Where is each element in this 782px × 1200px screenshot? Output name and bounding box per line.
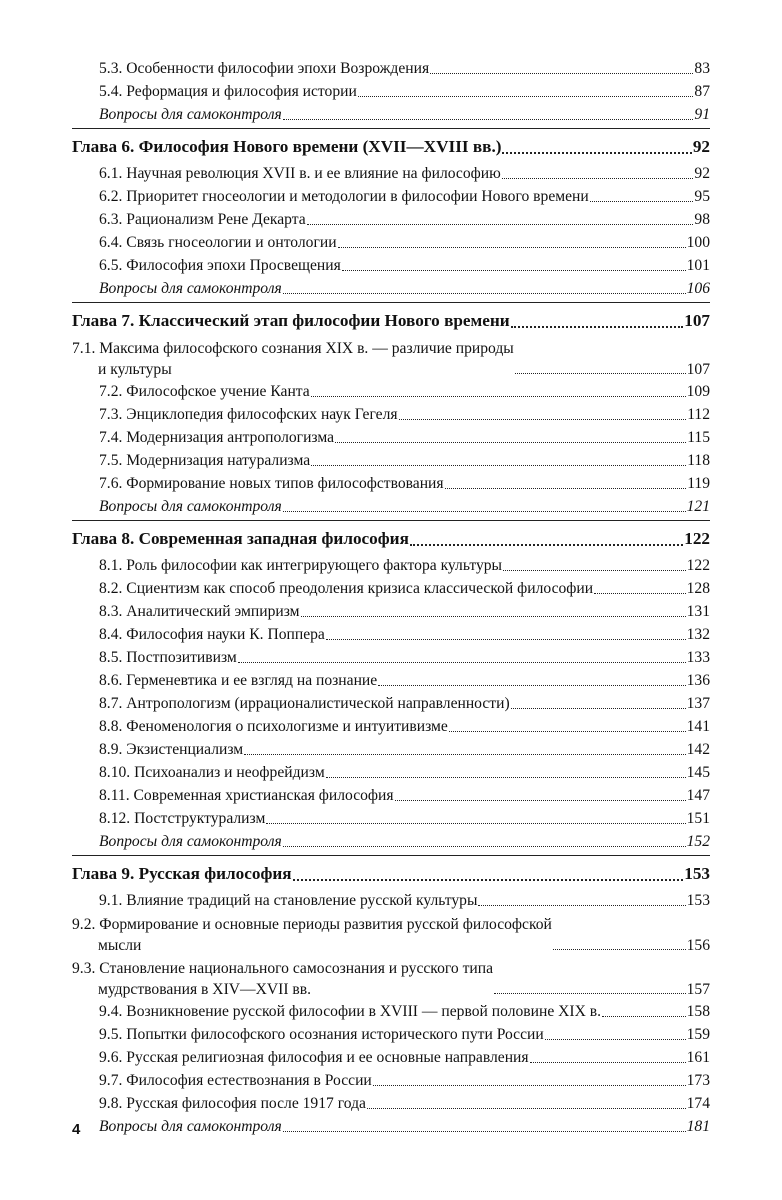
toc-entry-title-line2: мудрствования в XIV—XVII вв. — [98, 981, 312, 998]
dot-leader — [478, 905, 685, 906]
toc-page-number: 181 — [686, 1118, 710, 1135]
chapter-divider — [72, 128, 710, 129]
toc-section-entry[interactable] — [72, 336, 710, 380]
toc-page-number: 159 — [686, 1026, 710, 1043]
toc-page-number: 156 — [686, 937, 710, 954]
dot-leader — [367, 1108, 686, 1109]
toc-page-number: 92 — [694, 165, 710, 182]
dot-leader — [399, 419, 687, 420]
toc-page-number: 145 — [686, 764, 710, 781]
toc-section-entry[interactable] — [72, 403, 710, 426]
dot-leader — [326, 639, 686, 640]
toc-page-number: 173 — [686, 1072, 710, 1089]
toc-page-number: 137 — [686, 695, 710, 712]
toc-entry-title — [72, 338, 514, 380]
toc-section-entry[interactable] — [72, 380, 710, 403]
toc-page-number: 153 — [686, 892, 710, 909]
toc-entry-title: 8.11. Современная христианская философия — [99, 787, 394, 804]
toc-entry-title: 5.3. Особенности философии эпохи Возрождения — [99, 60, 430, 77]
toc-entry-title-line2: мысли — [98, 937, 142, 954]
toc-page-number: 115 — [687, 429, 710, 446]
toc-page-number: 98 — [694, 211, 710, 228]
toc-page-number: 100 — [686, 234, 710, 251]
toc-entry-title-line1: 9.3. Становление национального самосознания и русского типа — [72, 960, 493, 977]
toc-page-number: 106 — [686, 280, 710, 297]
toc-section-entry[interactable] — [72, 208, 710, 231]
toc-page-number: 161 — [686, 1049, 710, 1066]
toc-entry-title-line2: и культуры — [98, 361, 172, 378]
toc-section-entry[interactable] — [72, 80, 710, 103]
chapter-divider — [72, 855, 710, 856]
dot-leader — [395, 800, 686, 801]
dot-leader — [602, 1016, 686, 1017]
toc-page-number: 158 — [686, 1003, 710, 1020]
toc-section-entry[interactable] — [72, 254, 710, 277]
toc-entry-title-line1: 7.1. Максима философского сознания XIX в. — различие природы — [72, 340, 514, 357]
toc-entry-title: 7.5. Модернизация натурализма — [99, 452, 311, 469]
toc-entry-title — [72, 958, 493, 1000]
toc-section-entry[interactable] — [72, 449, 710, 472]
toc-section-entry[interactable] — [72, 956, 710, 1000]
toc-chapter-entry[interactable] — [72, 306, 710, 336]
dot-leader — [410, 544, 683, 546]
dot-leader — [266, 823, 685, 824]
toc-questions-entry[interactable] — [72, 103, 710, 126]
dot-leader — [283, 293, 686, 294]
toc-page-number: 118 — [687, 452, 710, 469]
dot-leader — [511, 326, 684, 328]
toc-entry-title: Вопросы для самоконтроля — [99, 1118, 282, 1135]
dot-leader — [502, 178, 694, 179]
table-of-contents — [72, 57, 710, 1138]
toc-section-entry[interactable] — [72, 669, 710, 692]
toc-page-number: 92 — [692, 137, 710, 156]
chapter-divider — [72, 520, 710, 521]
toc-section-entry[interactable] — [72, 889, 710, 912]
toc-section-entry[interactable] — [72, 692, 710, 715]
toc-section-entry[interactable] — [72, 185, 710, 208]
dot-leader — [430, 73, 693, 74]
toc-section-entry[interactable] — [72, 162, 710, 185]
dot-leader — [283, 846, 686, 847]
toc-section-entry[interactable] — [72, 1092, 710, 1115]
toc-entry-title: 7.6. Формирование новых типов философствования — [99, 475, 444, 492]
toc-entry-title: 6.3. Рационализм Рене Декарта — [99, 211, 306, 228]
toc-page-number: 95 — [694, 188, 710, 205]
toc-page-number: 152 — [686, 833, 710, 850]
toc-section-entry[interactable] — [72, 57, 710, 80]
dot-leader — [515, 373, 686, 374]
toc-entry-title: Вопросы для самоконтроля — [99, 106, 282, 123]
toc-questions-entry[interactable] — [72, 495, 710, 518]
toc-entry-title: Глава 6. Философия Нового времени (XVII—XVIII вв.) — [72, 137, 502, 156]
toc-entry-title: Вопросы для самоконтроля — [99, 498, 282, 515]
toc-section-entry[interactable] — [72, 600, 710, 623]
toc-entry-title: Глава 8. Современная западная философия — [72, 529, 409, 548]
toc-page-number: 121 — [686, 498, 710, 515]
toc-page-number: 109 — [686, 383, 710, 400]
dot-leader — [342, 270, 686, 271]
toc-page-number: 174 — [686, 1095, 710, 1112]
dot-leader — [545, 1039, 686, 1040]
dot-leader — [503, 570, 686, 571]
toc-section-entry[interactable] — [72, 231, 710, 254]
page-number: 4 — [72, 1121, 81, 1138]
toc-entry-title: 7.2. Философское учение Канта — [99, 383, 310, 400]
toc-chapter-entry[interactable] — [72, 524, 710, 554]
toc-section-entry[interactable] — [72, 1046, 710, 1069]
toc-entry-title: 8.2. Сциентизм как способ преодоления кризиса классической философии — [99, 580, 594, 597]
toc-entry-title: 8.9. Экзистенциализм — [99, 741, 244, 758]
dot-leader — [283, 119, 694, 120]
toc-entry-title: 6.4. Связь гносеологии и онтологии — [99, 234, 337, 251]
toc-page-number: 119 — [687, 475, 710, 492]
toc-entry-title: 7.3. Энциклопедия философских наук Гегеля — [99, 406, 398, 423]
dot-leader — [301, 616, 686, 617]
toc-entry-title: 8.6. Герменевтика и ее взгляд на познание — [99, 672, 378, 689]
toc-entry-title: 8.7. Антропологизм (иррационалистической направленности) — [99, 695, 510, 712]
toc-chapter-entry[interactable] — [72, 859, 710, 889]
toc-entry-title: 6.2. Приоритет гносеологии и методологии в философии Нового времени — [99, 188, 589, 205]
toc-page-number: 142 — [686, 741, 710, 758]
toc-entry-title: 8.10. Психоанализ и неофрейдизм — [99, 764, 325, 781]
toc-entry-title: 8.5. Постпозитивизм — [99, 649, 237, 666]
toc-page-number: 136 — [686, 672, 710, 689]
toc-entry-title: 5.4. Реформация и философия истории — [99, 83, 357, 100]
dot-leader — [307, 224, 694, 225]
toc-page-number: 128 — [686, 580, 710, 597]
toc-page-number: 141 — [686, 718, 710, 735]
dot-leader — [553, 949, 686, 950]
toc-page-number: 112 — [687, 406, 710, 423]
toc-section-entry[interactable] — [72, 623, 710, 646]
toc-entry-title: 7.4. Модернизация антропологизма — [99, 429, 335, 446]
dot-leader — [335, 442, 686, 443]
toc-section-entry[interactable] — [72, 715, 710, 738]
toc-section-entry[interactable] — [72, 912, 710, 956]
toc-page-number: 122 — [684, 529, 710, 548]
toc-section-entry[interactable] — [72, 577, 710, 600]
toc-entry-title: Вопросы для самоконтроля — [99, 833, 282, 850]
dot-leader — [445, 488, 687, 489]
dot-leader — [373, 1085, 686, 1086]
dot-leader — [358, 96, 694, 97]
toc-page-number: 87 — [694, 83, 710, 100]
dot-leader — [594, 593, 686, 594]
toc-page-number: 83 — [694, 60, 710, 77]
toc-questions-entry[interactable] — [72, 277, 710, 300]
toc-entry-title-line1: 9.2. Формирование и основные периоды развития русской философской — [72, 916, 552, 933]
toc-section-entry[interactable] — [72, 1023, 710, 1046]
toc-entry-title: 9.7. Философия естествознания в России — [99, 1072, 372, 1089]
toc-section-entry[interactable] — [72, 761, 710, 784]
dot-leader — [502, 152, 691, 154]
toc-page-number: 91 — [694, 106, 710, 123]
toc-page-number: 107 — [684, 311, 710, 330]
dot-leader — [511, 708, 686, 709]
dot-leader — [283, 1131, 686, 1132]
toc-chapter-entry[interactable] — [72, 132, 710, 162]
toc-entry-title: 8.3. Аналитический эмпиризм — [99, 603, 300, 620]
dot-leader — [293, 879, 684, 881]
toc-page-number: 147 — [686, 787, 710, 804]
toc-entry-title: 9.1. Влияние традиций на становление русской культуры — [99, 892, 478, 909]
toc-entry-title: 9.6. Русская религиозная философия и ее основные направления — [99, 1049, 529, 1066]
toc-entry-title: 9.8. Русская философия после 1917 года — [99, 1095, 366, 1112]
toc-entry-title: 6.5. Философия эпохи Просвещения — [99, 257, 341, 274]
toc-entry-title: 8.1. Роль философии как интегрирующего фактора культуры — [99, 557, 503, 574]
dot-leader — [311, 465, 686, 466]
dot-leader — [283, 511, 686, 512]
toc-page-number: 153 — [684, 864, 710, 883]
toc-section-entry[interactable] — [72, 784, 710, 807]
toc-entry-title: 9.5. Попытки философского осознания исторического пути России — [99, 1026, 544, 1043]
toc-section-entry[interactable] — [72, 1000, 710, 1023]
toc-section-entry[interactable] — [72, 646, 710, 669]
dot-leader — [530, 1062, 686, 1063]
toc-page-number: 122 — [686, 557, 710, 574]
toc-questions-entry[interactable] — [72, 1115, 710, 1138]
toc-section-entry[interactable] — [72, 472, 710, 495]
dot-leader — [590, 201, 694, 202]
toc-page-number: 151 — [686, 810, 710, 827]
toc-page-number: 133 — [686, 649, 710, 666]
toc-page-number: 157 — [686, 981, 710, 998]
dot-leader — [494, 993, 686, 994]
toc-section-entry[interactable] — [72, 807, 710, 830]
toc-section-entry[interactable] — [72, 554, 710, 577]
toc-entry-title: 8.8. Феноменология о психологизме и интуитивизме — [99, 718, 448, 735]
toc-questions-entry[interactable] — [72, 830, 710, 853]
dot-leader — [311, 396, 686, 397]
toc-entry-title: 8.4. Философия науки К. Поппера — [99, 626, 325, 643]
toc-page-number: 107 — [686, 361, 710, 378]
dot-leader — [244, 754, 685, 755]
dot-leader — [326, 777, 686, 778]
toc-entry-title: Глава 7. Классический этап философии Нового времени — [72, 311, 510, 330]
chapter-divider — [72, 302, 710, 303]
dot-leader — [378, 685, 685, 686]
toc-entry-title: 9.4. Возникновение русской философии в XVIII — первой половине XIX в. — [99, 1003, 602, 1020]
toc-page-number: 131 — [686, 603, 710, 620]
toc-entry-title: 8.12. Постструктурализм — [99, 810, 266, 827]
toc-entry-title: Вопросы для самоконтроля — [99, 280, 282, 297]
toc-section-entry[interactable] — [72, 738, 710, 761]
toc-section-entry[interactable] — [72, 426, 710, 449]
toc-entry-title: Глава 9. Русская философия — [72, 864, 292, 883]
toc-section-entry[interactable] — [72, 1069, 710, 1092]
dot-leader — [338, 247, 686, 248]
dot-leader — [449, 731, 686, 732]
toc-entry-title: 6.1. Научная революция XVII в. и ее влияние на философию — [99, 165, 501, 182]
toc-entry-title — [72, 914, 552, 956]
dot-leader — [238, 662, 686, 663]
toc-page-number: 101 — [686, 257, 710, 274]
toc-page-number: 132 — [686, 626, 710, 643]
